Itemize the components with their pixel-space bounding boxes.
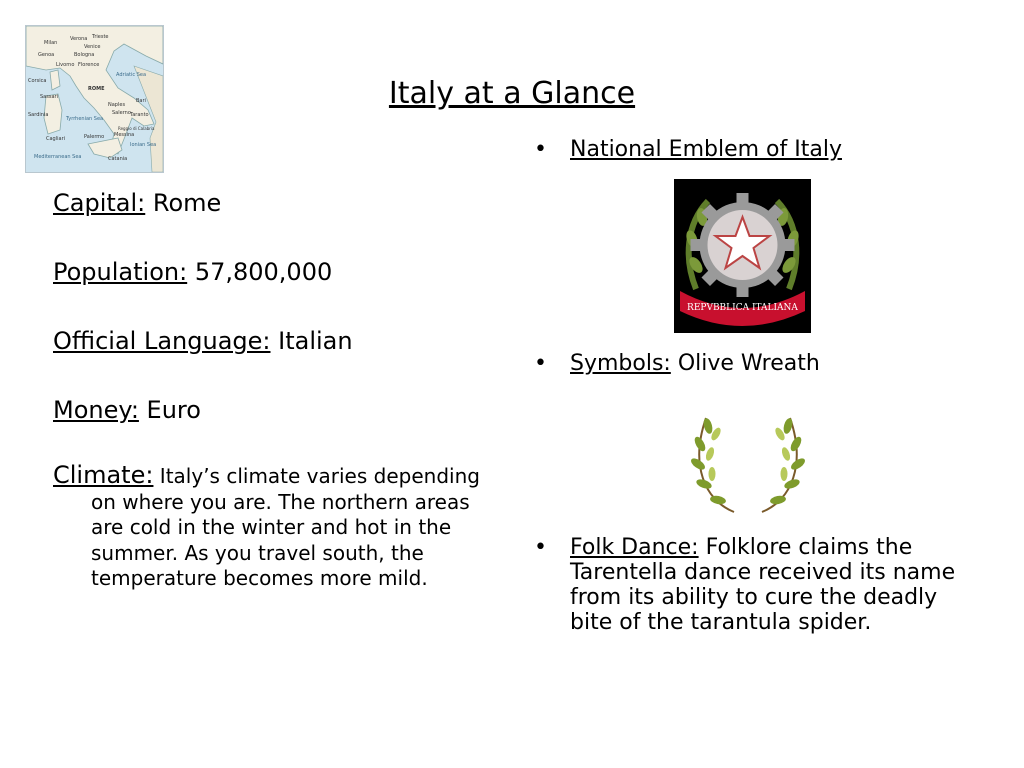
fact-value: Italian xyxy=(270,327,353,355)
map-label-catania: Catania xyxy=(108,156,128,162)
map-label-naples: Naples xyxy=(108,102,126,108)
bullet-dot-icon: • xyxy=(534,535,547,560)
fact-capital xyxy=(53,187,493,219)
fact-language xyxy=(53,325,493,357)
map-label-rome: ROME xyxy=(88,86,105,92)
fact-value: Rome xyxy=(145,189,222,217)
bullet-dot-icon: • xyxy=(534,351,547,376)
map-label-venice: Venice xyxy=(84,44,101,50)
olive-wreath-image xyxy=(684,404,812,518)
map-label-livorno: Livorno xyxy=(56,62,75,68)
map-label-florence: Florence xyxy=(78,62,100,68)
map-label-adriatic: Adriatic Sea xyxy=(116,72,147,78)
map-label-cagliari: Cagliari xyxy=(46,136,66,142)
climate-label: Climate: xyxy=(53,461,154,489)
map-label-sardinia: Sardinia xyxy=(28,112,49,118)
map-label-bologna: Bologna xyxy=(74,52,95,58)
map-label-taranto: Taranto xyxy=(130,112,149,118)
bullet-symbols xyxy=(530,351,980,376)
bullet-label: Symbols: xyxy=(570,351,671,376)
map-label-mediterranean: Mediterranean Sea xyxy=(34,154,82,160)
bullet-dot-icon: • xyxy=(534,137,547,162)
map-label-corsica: Corsica xyxy=(28,78,47,84)
fact-value: 57,800,000 xyxy=(187,258,333,286)
fact-label: Capital: xyxy=(53,189,146,217)
climate-text: Italy’s climate varies depending on where you are. The northern areas are cold in the winter and hot in the summer. As you travel south, the temperature becomes more mild. xyxy=(91,464,480,591)
fact-label: Official Language: xyxy=(53,327,271,355)
facts-list xyxy=(53,187,493,591)
bullet-label: National Emblem of Italy xyxy=(570,137,842,162)
bullet-emblem xyxy=(530,137,980,162)
bullet-folk-dance xyxy=(530,535,980,635)
map-label-trieste: Trieste xyxy=(92,34,109,40)
bullet-value: Folklore claims the Tarentella dance received its name from its ability to cure the deadly bite of the tarantula spider. xyxy=(570,535,956,635)
map-label-verona: Verona xyxy=(70,36,88,42)
bullet-label: Folk Dance: xyxy=(570,535,699,560)
map-label-reggio: Reggio di Calabria xyxy=(118,126,155,131)
fact-label: Population: xyxy=(53,258,188,286)
map-label-messina: Messina xyxy=(114,132,135,138)
map-label-salerno: Salerno xyxy=(112,110,131,116)
fact-population xyxy=(53,256,493,288)
fact-climate xyxy=(53,463,493,591)
fact-label: Money: xyxy=(53,396,139,424)
emblem-banner-text: REPVBBLICA ITALIANA xyxy=(687,303,798,313)
national-emblem-image xyxy=(674,179,811,333)
map-label-ionian: Ionian Sea xyxy=(130,142,157,148)
map-label-milan: Milan xyxy=(44,40,58,46)
map-label-genoa: Genoa xyxy=(38,52,55,58)
map-label-palermo: Palermo xyxy=(84,134,105,140)
page-title: Italy at a Glance xyxy=(388,76,636,111)
fact-money xyxy=(53,394,493,426)
bullet-value: Olive Wreath xyxy=(670,351,820,376)
map-label-sassari: Sassari xyxy=(40,94,58,100)
map-label-bari: Bari xyxy=(136,98,146,104)
map-label-tyrrhenian: Tyrrhenian Sea xyxy=(66,116,104,122)
fact-value: Euro xyxy=(138,396,201,424)
